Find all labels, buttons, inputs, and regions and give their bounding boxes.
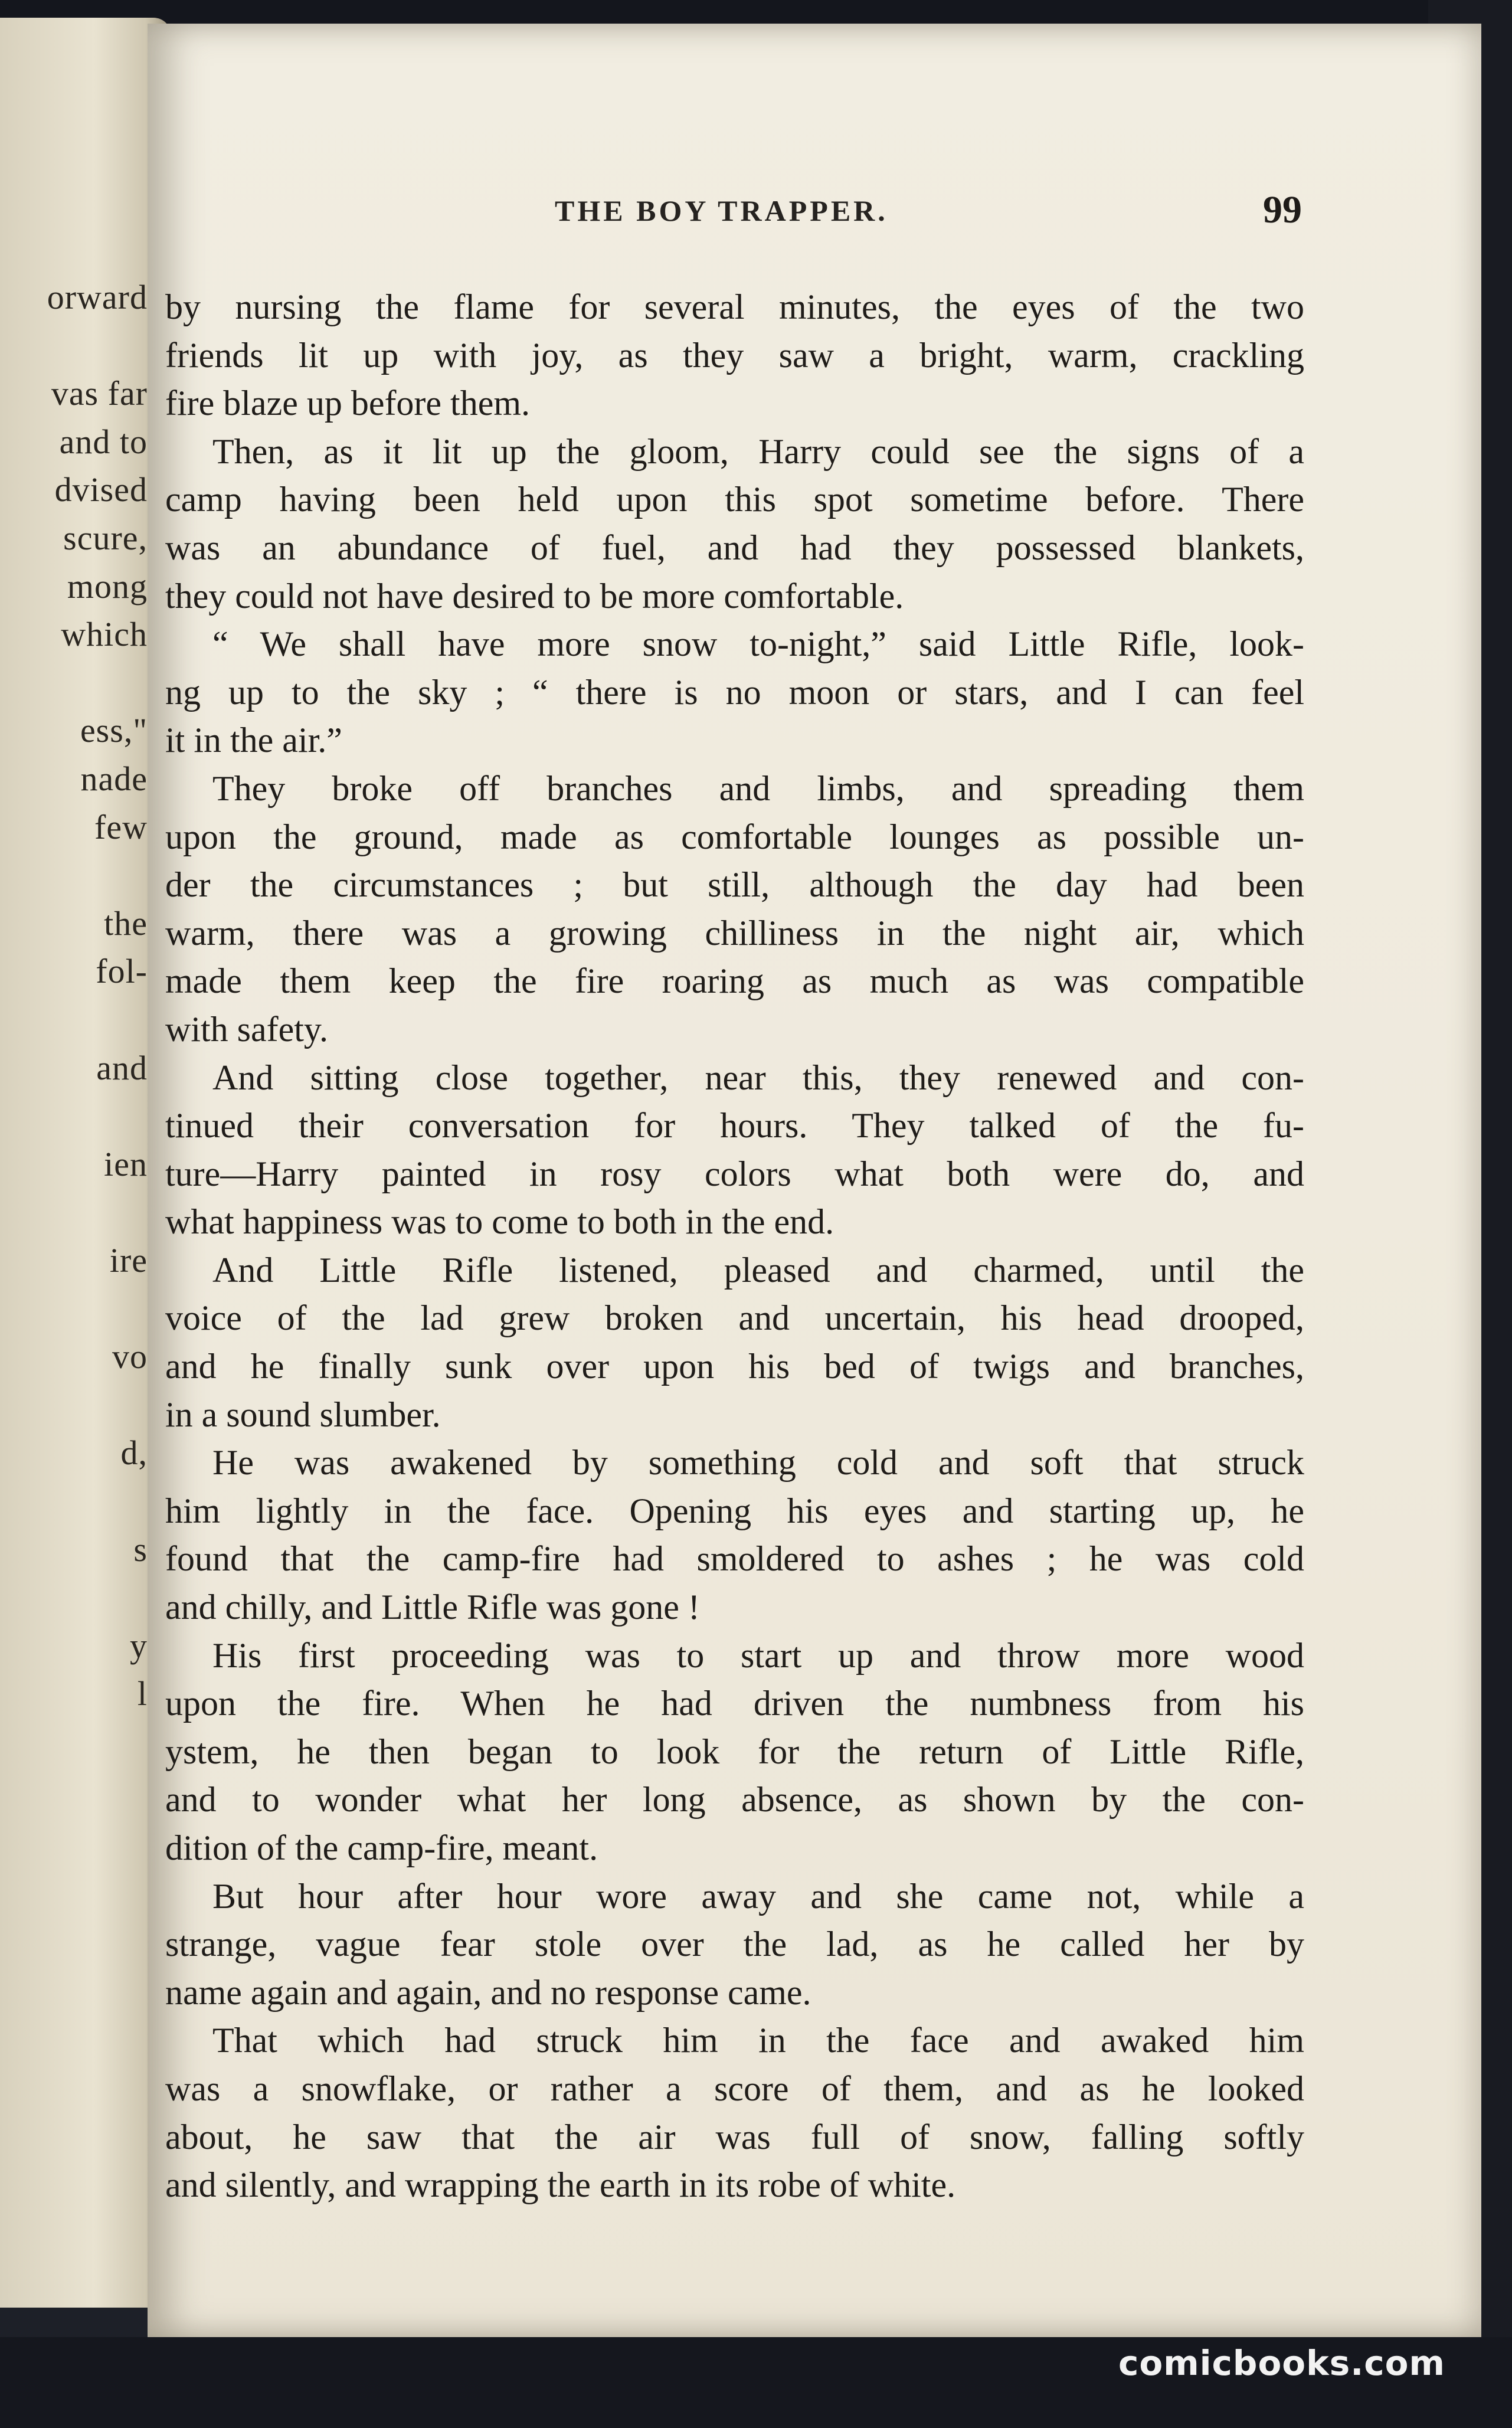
previous-page-fragment: vo [112, 1337, 148, 1376]
text-line: upon the fire. When he had driven the numbness from his [165, 1684, 1304, 1723]
text-line: Then, as it lit up the gloom, Harry could see the signs of a [212, 431, 1304, 471]
previous-page-fragment: ien [104, 1144, 148, 1183]
paragraph [165, 428, 1304, 620]
text-line: it in the air.” [165, 721, 342, 760]
paragraph [165, 620, 1304, 765]
text-line: was an abundance of fuel, and had they possessed blankets, [165, 528, 1304, 567]
text-line: made them keep the fire roaring as much as was compatible [165, 961, 1304, 1001]
text-line: But hour after hour wore away and she came not, while a [212, 1876, 1304, 1916]
paragraph [165, 283, 1304, 428]
text-line: about, he saw that the air was full of snow, falling softly [165, 2117, 1304, 2157]
text-line: camp having been held upon this spot sometime before. There [165, 480, 1304, 519]
text-line: tinued their conversation for hours. They talked of the fu- [165, 1106, 1304, 1146]
paragraph [165, 765, 1304, 1054]
text-line: and he finally sunk over upon his bed of twigs and branches, [165, 1347, 1304, 1386]
text-line: upon the ground, made as comfortable lounges as possible un- [165, 817, 1304, 856]
text-line: And Little Rifle listened, pleased and charmed, until the [212, 1250, 1304, 1290]
page-body-text [165, 283, 1304, 2210]
text-line: and to wonder what her long absence, as shown by the con- [165, 1780, 1304, 1820]
previous-page-edge [0, 18, 171, 2308]
previous-page-fragment: dvised [54, 470, 148, 509]
running-head: THE BOY TRAPPER. [555, 194, 888, 227]
previous-page-fragment: which [61, 615, 148, 654]
site-watermark: comicbooks.com [1118, 2343, 1445, 2383]
text-line: by nursing the flame for several minutes, the eyes of the two [165, 287, 1304, 326]
text-line: friends lit up with joy, as they saw a bright, warm, crackling [165, 335, 1304, 375]
paragraph [165, 2017, 1304, 2209]
previous-page-fragment: s [133, 1530, 148, 1569]
previous-page-fragment: ess," [80, 711, 148, 750]
book-page [148, 24, 1481, 2337]
previous-page-fragment: orward [47, 278, 148, 316]
text-line: in a sound slumber. [165, 1395, 441, 1434]
previous-page-fragment: y [130, 1626, 148, 1665]
text-line: found that the camp-fire had smoldered to ashes ; he was cold [165, 1539, 1304, 1579]
text-line: fire blaze up before them. [165, 384, 531, 423]
text-line: voice of the lad grew broken and uncertain, his head drooped, [165, 1298, 1304, 1338]
text-line: dition of the camp-fire, meant. [165, 1828, 598, 1867]
paragraph [165, 1632, 1304, 1873]
paragraph [165, 1873, 1304, 2017]
previous-page-fragment: d, [120, 1434, 148, 1472]
text-line: ng up to the sky ; “ there is no moon or stars, and I can feel [165, 672, 1304, 712]
previous-page-fragment: mong [67, 567, 148, 606]
previous-page-fragment: few [94, 807, 148, 846]
previous-page-fragment: and [96, 1048, 148, 1087]
text-line: and chilly, and Little Rifle was gone ! [165, 1588, 700, 1627]
text-line: strange, vague fear stole over the lad, as he called her by [165, 1925, 1304, 1964]
text-line: what happiness was to come to both in the end. [165, 1202, 834, 1242]
text-line: ystem, he then began to look for the return of Little Rifle, [165, 1732, 1304, 1771]
text-line: They broke off branches and limbs, and spreading them [212, 768, 1304, 808]
previous-page-fragment: nade [80, 760, 148, 798]
text-line: ture—Harry painted in rosy colors what both were do, and [165, 1154, 1304, 1193]
text-line: der the circumstances ; but still, although the day had been [165, 865, 1304, 905]
text-line: with safety. [165, 1009, 329, 1049]
text-line: He was awakened by something cold and soft that struck [212, 1443, 1304, 1483]
paragraph [165, 1439, 1304, 1631]
paragraph [165, 1054, 1304, 1246]
text-line: And sitting close together, near this, they renewed and con- [212, 1058, 1304, 1097]
text-line: was a snowflake, or rather a score of them, and as he looked [165, 2069, 1304, 2108]
previous-page-fragment: and to [59, 422, 148, 461]
text-line: That which had struck him in the face and awaked him [212, 2021, 1304, 2060]
previous-page-fragment: scure, [63, 519, 148, 557]
previous-page-fragment: fol- [96, 952, 148, 991]
text-line: “ We shall have more snow to-night,” said Little Rifle, look- [212, 624, 1304, 664]
text-line: His first proceeding was to start up and throw more wood [212, 1635, 1304, 1675]
page-number: 99 [1263, 188, 1302, 231]
previous-page-fragment: the [104, 904, 148, 943]
text-line: him lightly in the face. Opening his eyes and starting up, he [165, 1491, 1304, 1530]
text-line: and silently, and wrapping the earth in its robe of white. [165, 2165, 956, 2205]
paragraph [165, 1246, 1304, 1439]
page-header [148, 188, 1481, 241]
previous-page-fragment: vas far [51, 374, 148, 413]
previous-page-fragment: l [137, 1674, 148, 1713]
previous-page-fragment: ire [109, 1241, 148, 1280]
text-line: warm, there was a growing chilliness in the night air, which [165, 913, 1304, 953]
text-line: they could not have desired to be more comfortable. [165, 576, 904, 616]
text-line: name again and again, and no response came. [165, 1972, 811, 2012]
